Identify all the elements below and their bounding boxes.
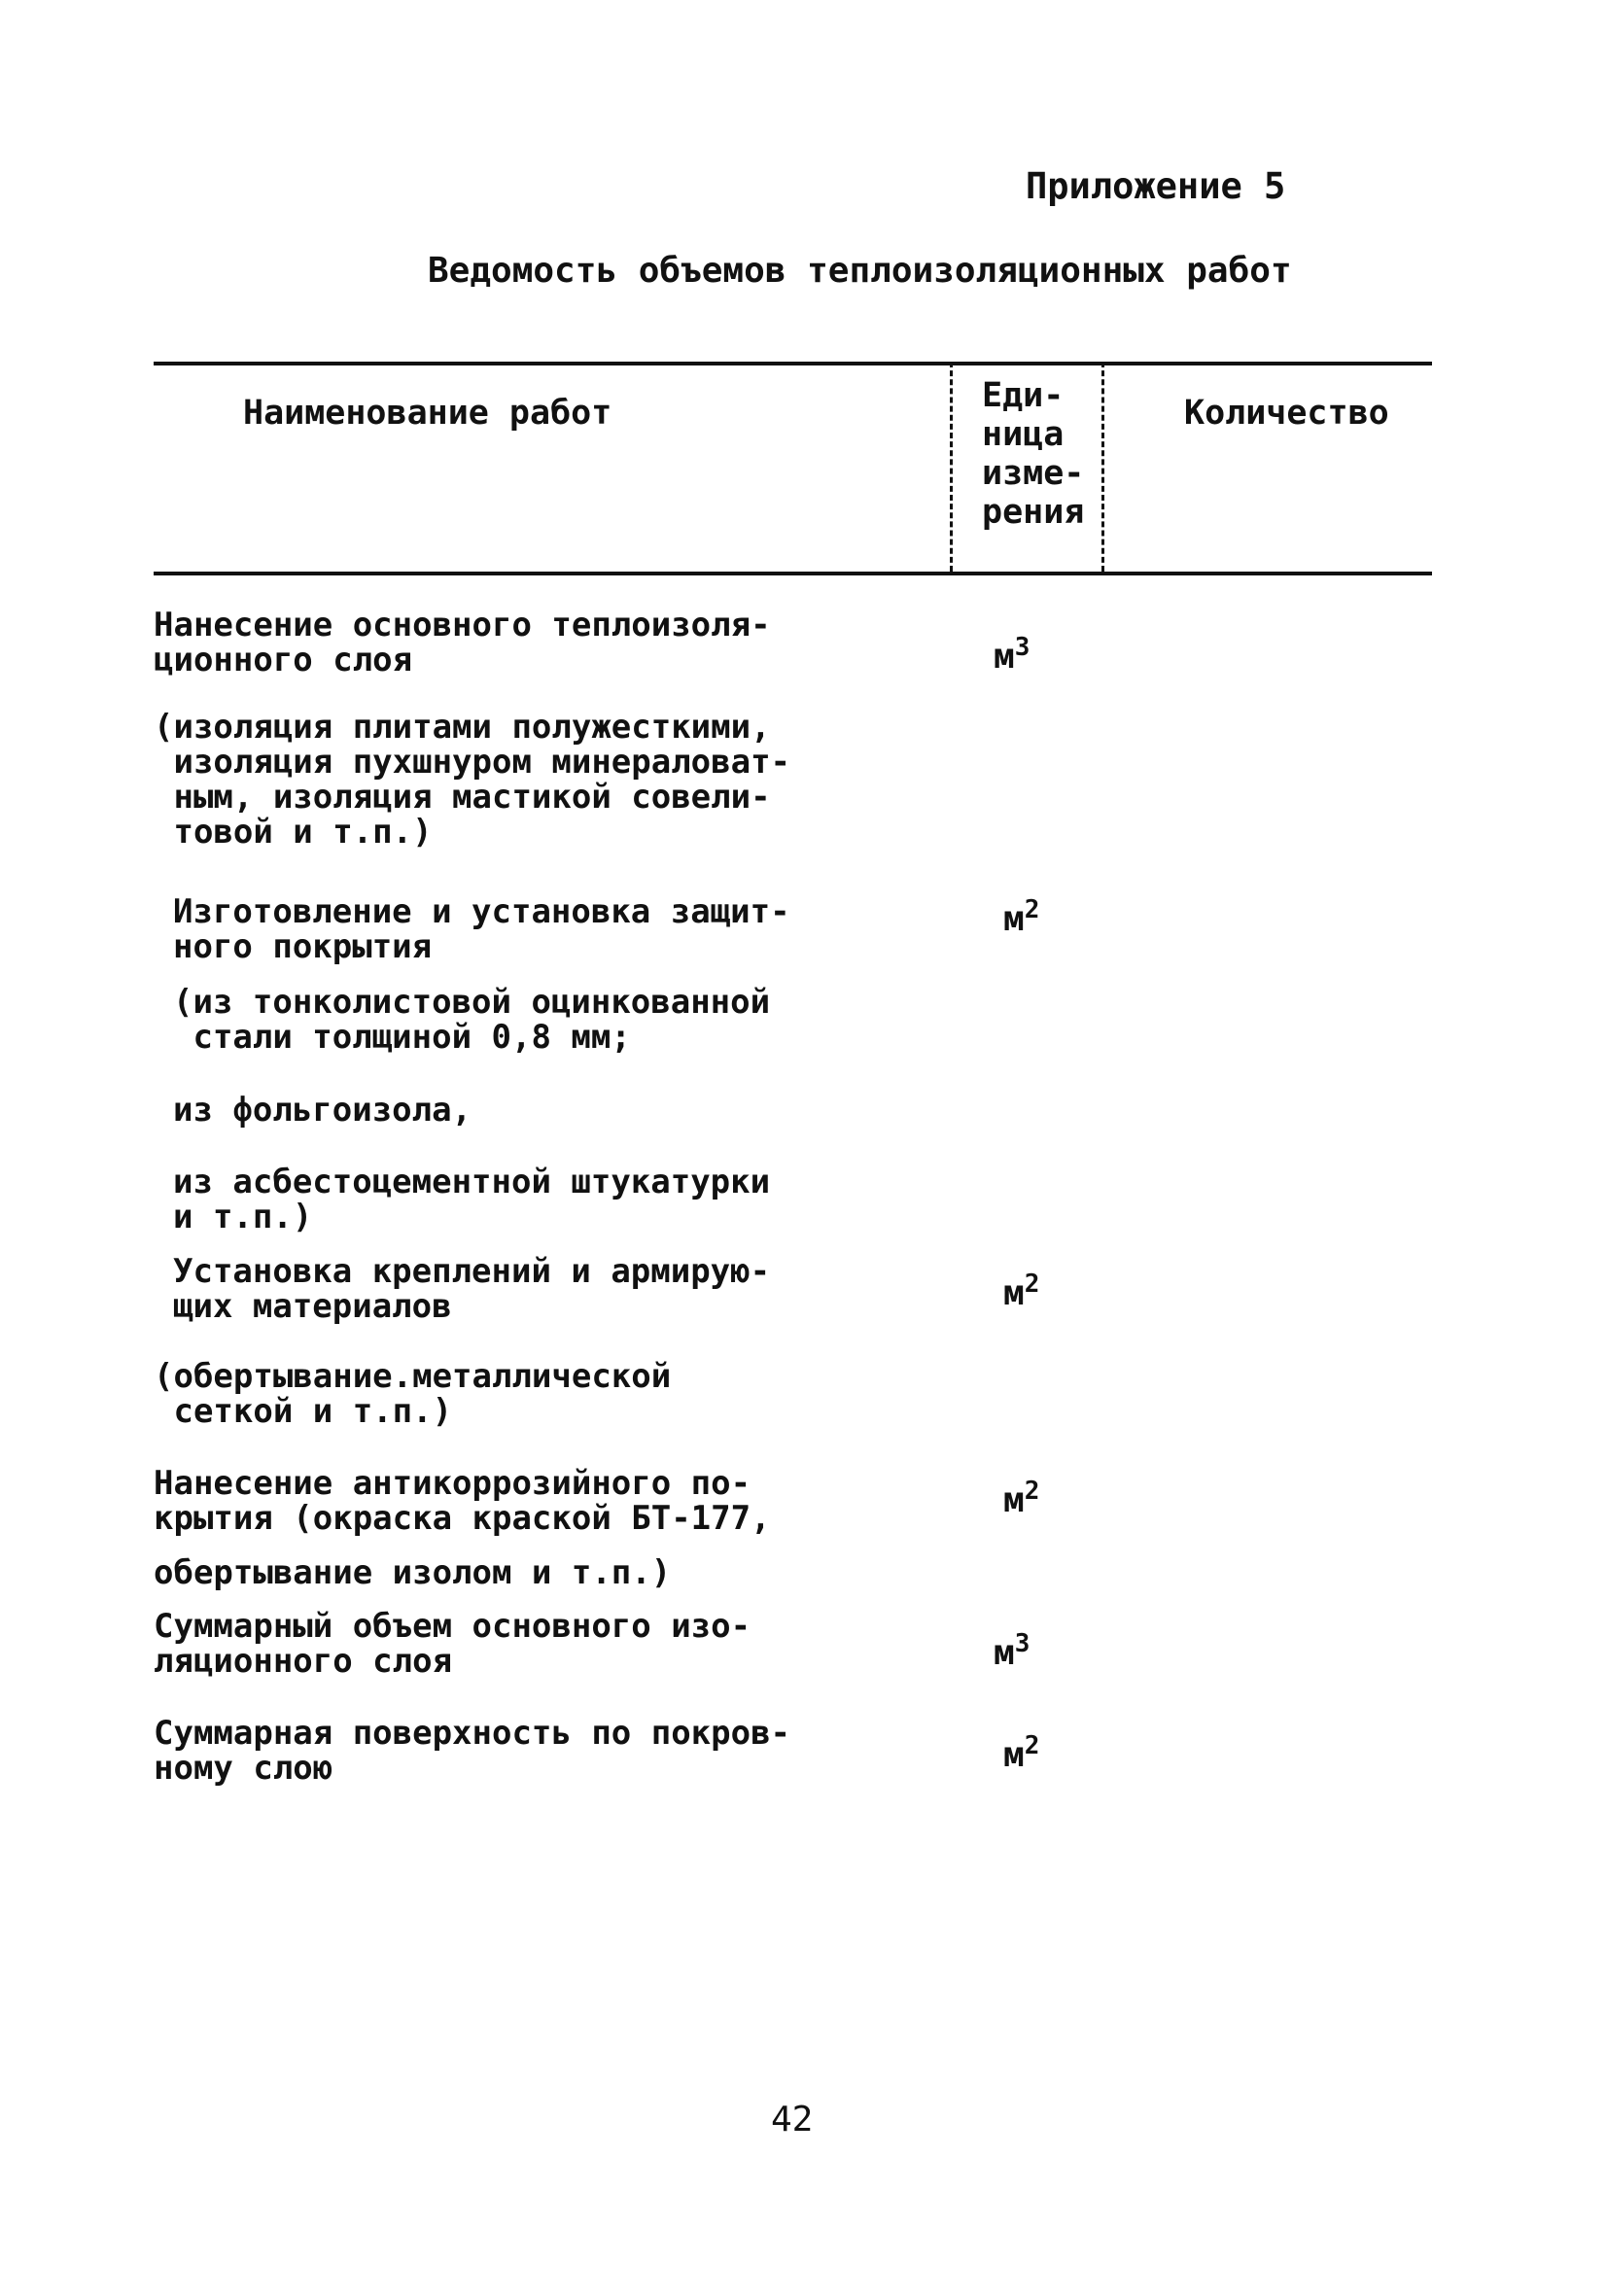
work-item-line: (из тонколистовой оцинкованной (173, 983, 771, 1022)
work-item-line: обертывание изолом и т.п.) (154, 1553, 672, 1592)
unit-value (1003, 1477, 1040, 1520)
unit-value (994, 633, 1031, 677)
work-item-line: из асбестоцементной штукатурки (173, 1163, 771, 1201)
work-item-line: ным, изоляция мастикой совели- (154, 778, 771, 817)
work-item-text (154, 1359, 671, 1429)
unit-value (1003, 895, 1040, 939)
work-item-line: крытия (окраска краской БТ-177, (154, 1499, 771, 1538)
header-unit-line: Еди- (982, 376, 1065, 415)
work-item-text (154, 1555, 671, 1590)
unit-base: м (994, 637, 1015, 677)
work-item-line: ного покрытия (173, 927, 433, 966)
page-title: Ведомость объемов теплоизоляционных работ (428, 251, 1292, 291)
work-item-line: Установка креплений и армирую- (173, 1252, 771, 1291)
appendix-label: Приложение 5 (1026, 165, 1286, 207)
work-item-line: стали толщиной 0,8 мм; (173, 1018, 631, 1057)
header-quantity: Количество (1184, 394, 1389, 433)
work-item-text (173, 1254, 770, 1324)
unit-value (1003, 1731, 1040, 1775)
work-item-line: щих материалов (173, 1287, 452, 1326)
work-item-line: изоляция пухшнуром минераловат- (154, 743, 791, 782)
unit-exponent: 2 (1024, 895, 1040, 924)
work-item-text (173, 985, 770, 1055)
unit-exponent: 2 (1024, 1477, 1040, 1506)
unit-exponent: 2 (1024, 1731, 1040, 1760)
work-item-line: из фольгоизола, (173, 1091, 472, 1130)
unit-value (1003, 1270, 1040, 1313)
work-item-line: ляционного слоя (154, 1642, 453, 1681)
unit-base: м (1003, 899, 1025, 939)
column-divider-1 (950, 362, 953, 572)
work-item-line: Изготовление и установка защит- (173, 892, 790, 931)
table-header-bottom-rule (154, 572, 1432, 575)
unit-base: м (994, 1633, 1015, 1673)
work-item-text (154, 1609, 751, 1679)
page-number: 42 (771, 2100, 814, 2139)
unit-exponent: 3 (1014, 1629, 1031, 1658)
unit-base: м (1003, 1480, 1025, 1520)
unit-exponent: 2 (1024, 1270, 1040, 1299)
work-item-line: Нанесение антикоррозийного по- (154, 1464, 751, 1503)
work-item-line: сеткой и т.п.) (154, 1392, 453, 1431)
work-item-text (173, 894, 790, 964)
header-unit-line: ница (982, 415, 1065, 454)
work-item-line: Нанесение основного теплоизоля- (154, 606, 771, 644)
work-item-text (154, 710, 790, 850)
table-top-rule (154, 362, 1432, 365)
work-item-text (154, 1466, 771, 1536)
unit-base: м (1003, 1273, 1025, 1313)
work-item-line: Суммарный объем основного изо- (154, 1607, 751, 1646)
unit-exponent: 3 (1014, 633, 1031, 662)
work-item-text (173, 1165, 770, 1235)
work-item-line: ционного слоя (154, 641, 413, 679)
unit-base: м (1003, 1735, 1025, 1775)
work-item-text (154, 1716, 790, 1786)
unit-value (994, 1629, 1031, 1673)
work-item-line: (изоляция плитами полужесткими, (154, 708, 771, 747)
work-item-line: товой и т.п.) (154, 813, 433, 852)
work-item-line: и т.п.) (173, 1198, 313, 1236)
header-unit-line: изме- (982, 454, 1085, 493)
work-item-text (173, 1093, 472, 1128)
work-item-line: (обертывание.металлической (154, 1357, 672, 1396)
work-item-line: ному слою (154, 1749, 333, 1788)
work-item-line: Суммарная поверхность по покров- (154, 1714, 791, 1753)
header-unit (982, 376, 1103, 532)
header-work-name: Наименование работ (243, 394, 612, 433)
header-unit-line: рения (982, 493, 1085, 532)
work-item-text (154, 608, 771, 678)
